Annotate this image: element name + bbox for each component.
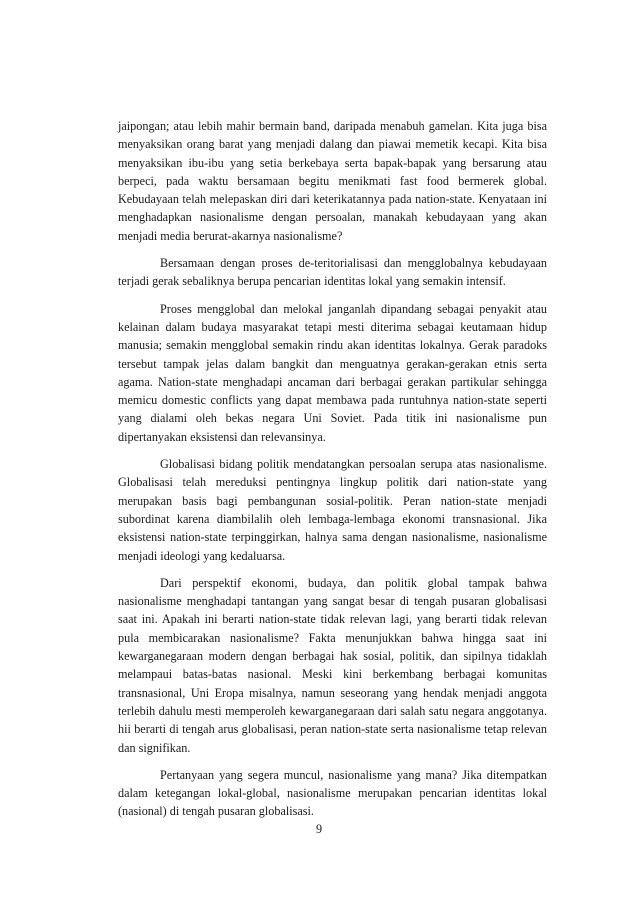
page-number: 9	[315, 822, 323, 836]
paragraph-continued: jaipongan; atau lebih mahir bermain band, daripada menabuh gamelan. Kita juga bisa menyaksikan orang barat yang menjadi dalang dan piawai memetik kecapi. Kita bisa menyaksikan ibu-ibu yang setia berkebaya serta bapak-bapak yang bersarung atau berpeci, pada waktu bersamaan begitu menikmati fast food bermerek global. Kebudayaan telah melepaskan diri dari keterikatannya pada nation-state. Kenyataan ini menghadapkan nasionalisme dengan persoalan, manakah kebudayaan yang akan menjadi media berurat-akarnya nasionalisme?	[118, 119, 547, 243]
paragraph: Dari perspektif ekonomi, budaya, dan politik global tampak bahwa nasionalisme menghadapi tantangan yang sangat besar di tengah pusaran globalisasi saat ini. Apakah ini berarti nation-state tidak relevan lagi, yang berarti tidak relevan pula membicarakan nasionalisme? Fakta menunjukkan bahwa hingga saat ini kewarganegaraan modern dengan berbagai hak sosial, politik, dan sipilnya tidaklah melampaui batas-batas nasional. Meski kini berkembang berbagai komunitas transnasional, Uni Eropa misalnya, namun seseorang yang hendak menjadi anggota terlebih dahulu mesti memperoleh kewarganegaraan dari salah satu negara anggotanya. hii berarti di tengah arus globalisasi, peran nation-state serta nasionalisme tetap relevan dan signifikan.	[118, 575, 547, 755]
body-text	[118, 117, 547, 830]
paragraph: Proses mengglobal dan melokal janganlah dipandang sebagai penyakit atau kelainan dalam budaya masyarakat tetapi mesti diterima sebagai keutamaan hidup manusia; semakin mengglobal semakin rindu akan identitas lokalnya. Gerak paradoks tersebut tampak jelas dalam bangkit dan menguatnya gerakan-gerakan etnis serta agama. Nation-state menghadapi ancaman dari berbagai gerakan partikular sehingga memicu domestic conflicts yang dapat membawa pada runtuhnya nation-state seperti yang dialami oleh bekas negara Uni Soviet. Pada titik ini nasionalisme pun dipertanyakan eksistensi dan relevansinya.	[118, 301, 547, 444]
paragraph: Bersamaan dengan proses de-teritorialisasi dan mengglobalnya kebudayaan terjadi gerak sebaliknya berupa pencarian identitas lokal yang semakin intensif.	[118, 256, 547, 289]
paragraph: Pertanyaan yang segera muncul, nasionalisme yang mana? Jika ditempatkan dalam ketegangan lokal-global, nasionalisme merupakan pencarian identitas lokal (nasional) di tengah pusaran globalisasi.	[118, 767, 547, 819]
paragraph: Globalisasi bidang politik mendatangkan persoalan serupa atas nasionalisme. Globalisasi telah mereduksi pentingnya lingkup politik dari nation-state yang merupakan basis bagi pembangunan sosial-politik. Peran nation-state menjadi subordinat karena diambilalih oleh lembaga-lembaga ekonomi transnasional. Jika eksistensi nation-state terpinggirkan, halnya sama dengan nasionalisme, nasionalisme menjadi ideologi yang kedaluarsa.	[118, 457, 547, 563]
